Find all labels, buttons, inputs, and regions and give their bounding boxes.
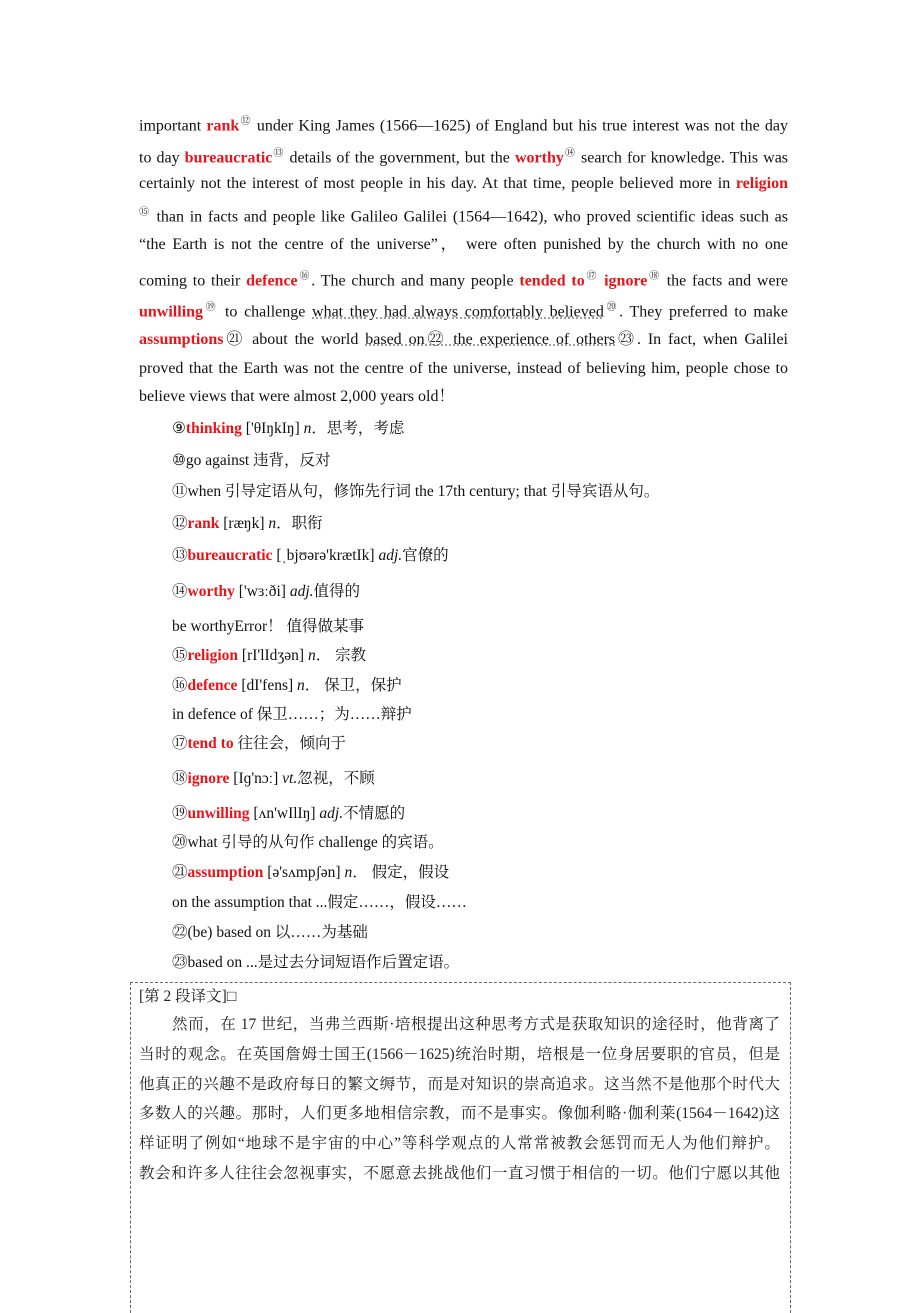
underlined-phrase: what they had always comfortably believed [312, 303, 604, 321]
passage-line [139, 267, 788, 291]
keyword: bureaucratic [184, 149, 273, 167]
text-segment: . In fact, when Galilei [636, 331, 788, 348]
text-segment: n [303, 420, 312, 437]
text-segment: 不情愿的 [343, 805, 406, 822]
text-segment: about the world [245, 331, 366, 348]
text-segment: proved that the Earth was not the centre of the universe, instead of believing him, people chose to [139, 360, 788, 377]
note-line [172, 514, 323, 534]
text-segment: ㉒(be) based on 以……为基础 [172, 924, 368, 941]
note-line [172, 676, 402, 696]
passage-line [139, 112, 788, 136]
keyword: assumption [187, 864, 264, 881]
translation-line: 多数人的兴趣。那时，人们更多地相信宗教，而不是事实。像伽利略·伽利莱(1564－1642)这 [139, 1105, 780, 1123]
note-line [172, 893, 467, 913]
text-segment: ⑯ [172, 677, 188, 694]
text-segment: 往往会，倾向于 [233, 735, 346, 752]
text-segment: ⑫ [172, 515, 188, 532]
keyword: religion [187, 647, 239, 664]
text-segment: “the Earth is not the centre of the universe”， were often punished by the church with no one [139, 236, 788, 253]
passage-line [139, 174, 788, 194]
text-segment: ⑨ [172, 420, 186, 437]
keyword: bureaucratic [187, 547, 273, 564]
text-segment: search for knowledge. This was [575, 149, 789, 167]
note-line [172, 734, 346, 754]
text-segment: [ræŋk] [219, 515, 269, 532]
keyword: ignore [187, 770, 230, 787]
text-segment: adj. [319, 805, 344, 822]
keyword: worthy [187, 583, 235, 600]
text-segment: be worthyError！ 值得做某事 [172, 618, 364, 635]
note-line [172, 646, 366, 666]
text-segment: than in facts and people like Galileo Galilei (1564—1642), who proved scientific ideas such as [150, 208, 789, 226]
text-segment: believe views that were almost 2,000 years old！ [139, 388, 455, 405]
text-segment: n [307, 647, 316, 664]
text-segment: ⑰ [172, 735, 188, 752]
text-segment: n [297, 677, 305, 694]
passage-line [139, 387, 788, 407]
keyword: unwilling [139, 303, 204, 321]
footnote-marker: ⑱ [647, 271, 661, 282]
keyword: defence [187, 677, 238, 694]
translation-line: 他真正的兴趣不是政府每日的繁文缛节，而是对知识的崇高追求。这当然不是他那个时代大 [139, 1075, 780, 1093]
footnote-marker: ⑰ [584, 271, 599, 282]
text-segment: ⑩go against 违背，反对 [172, 452, 331, 469]
text-segment: [ˌbjʊərə'krætIk] [272, 547, 379, 564]
note-line [172, 705, 412, 725]
keyword: thinking [185, 420, 242, 437]
text-segment: ⑱ [172, 770, 188, 787]
text-segment: vt. [282, 770, 298, 787]
passage-line [139, 330, 788, 350]
text-segment: . They preferred to make [619, 303, 789, 321]
note-line [172, 617, 364, 637]
note-line [172, 419, 404, 439]
text-segment: to challenge [218, 303, 313, 321]
text-segment: n [268, 515, 277, 532]
passage-line [139, 203, 788, 227]
text-segment: ⑲ [172, 805, 188, 822]
footnote-marker: ⑬ [272, 148, 285, 159]
text-segment: ⑬ [172, 547, 188, 564]
note-line [172, 923, 368, 943]
text-segment: on the assumption that ...假定……，假设…… [172, 894, 467, 911]
note-line [172, 582, 360, 602]
text-segment: ⑪when 引导定语从句，修饰先行词 the 17th century; that 引导宾语从句。 [172, 483, 660, 500]
text-segment: ⑳what 引导的从句作 challenge 的宾语。 [172, 834, 444, 851]
text-segment: coming to their [139, 272, 247, 290]
footnote-marker: ⑭ [563, 148, 576, 159]
passage-line [139, 298, 788, 322]
underlined-phrase: based on㉒ the experience of others [365, 331, 616, 348]
text-segment: [ʌn'wIlIŋ] [249, 805, 320, 822]
text-segment: [rI'lIdʒən] [238, 647, 308, 664]
note-line [172, 833, 444, 853]
keyword: religion [735, 175, 788, 192]
text-segment: ．思考，考虑 [311, 420, 405, 437]
text-segment: 官僚的 [402, 547, 449, 564]
text-segment: ． 宗教 [315, 647, 367, 664]
text-segment: ㉓ [615, 331, 637, 348]
note-line [172, 863, 449, 883]
passage-line [139, 235, 788, 255]
text-segment: 忽视，不顾 [297, 770, 375, 787]
translation-heading: [第 2 段译文]□ [139, 988, 237, 1005]
footnote-marker: ⑮ [139, 207, 151, 218]
translation-line: 样证明了例如“地球不是宇宙的中心”等科学观点的人常常被教会惩罚而无人为他们辩护。 [139, 1135, 780, 1153]
text-segment: ⑮ [172, 647, 188, 664]
translation-line: 教会和许多人往往会忽视事实，不愿意去挑战他们一直习惯于相信的一切。他们宁愿以其他 [139, 1165, 780, 1182]
text-segment: details of the government, but the [284, 149, 515, 167]
keyword: worthy [514, 149, 564, 167]
footnote-marker: ⑫ [239, 116, 252, 127]
footnote-marker: ⑯ [297, 271, 312, 282]
text-segment: under King James (1566—1625) of England but his true interest was not the day [251, 117, 788, 135]
passage-line [139, 359, 788, 379]
keyword: assumptions [139, 331, 224, 348]
text-segment: ['θIŋkIŋ] [241, 420, 304, 437]
passage-line [139, 144, 788, 168]
text-segment: certainly not the interest of most people in his day. At that time, people believed more in [139, 175, 736, 192]
text-segment: n [344, 864, 353, 881]
text-segment: ． 假定，假设 [352, 864, 450, 881]
keyword: defence [246, 272, 298, 290]
text-segment: ㉑ [172, 864, 188, 881]
text-segment: . The church and many people [311, 272, 520, 290]
text-segment: [ə'sʌmpʃən] [263, 864, 345, 881]
note-line [172, 953, 459, 973]
keyword: rank [206, 117, 240, 135]
text-segment: 值得的 [313, 583, 361, 600]
keyword: unwilling [187, 805, 250, 822]
footnote-marker: ⑲ [203, 302, 219, 313]
text-segment: ．职衔 [276, 515, 323, 532]
note-line [172, 482, 659, 502]
translation-line: 然而，在 17 世纪，当弗兰西斯·培根提出这种思考方式是获取知识的途径时，他背离了 [172, 1016, 780, 1033]
keyword: rank [187, 515, 220, 532]
text-segment: ． 保卫，保护 [304, 677, 402, 694]
note-line [172, 546, 449, 566]
text-segment: in defence of 保卫……；为……辩护 [172, 706, 412, 723]
note-line [172, 769, 375, 789]
note-line [172, 451, 331, 471]
text-segment: to day [139, 149, 185, 167]
text-segment: the facts and were [660, 272, 789, 290]
text-segment: important [139, 117, 207, 135]
keyword: tend to [187, 735, 234, 752]
keyword: ignore [604, 272, 648, 290]
keyword: tended to [519, 272, 585, 290]
translation-line: 当时的观念。在英国詹姆士国王(1566－1625)统治时期，培根是一位身居要职的官员，但是 [139, 1045, 780, 1063]
note-line [172, 804, 405, 824]
text-segment: ⑭ [172, 583, 188, 600]
text-segment: adj. [289, 583, 314, 600]
text-segment: [dI'fens] [237, 677, 298, 694]
text-segment: ㉑ [223, 331, 246, 348]
text-segment: ['wɜːði] [234, 583, 290, 600]
footnote-marker: ⑳ [603, 302, 620, 313]
text-segment: adj. [378, 547, 403, 564]
text-segment: [Iɡ'nɔː] [229, 770, 283, 787]
text-segment: ㉓based on ...是过去分词短语作后置定语。 [172, 954, 460, 971]
